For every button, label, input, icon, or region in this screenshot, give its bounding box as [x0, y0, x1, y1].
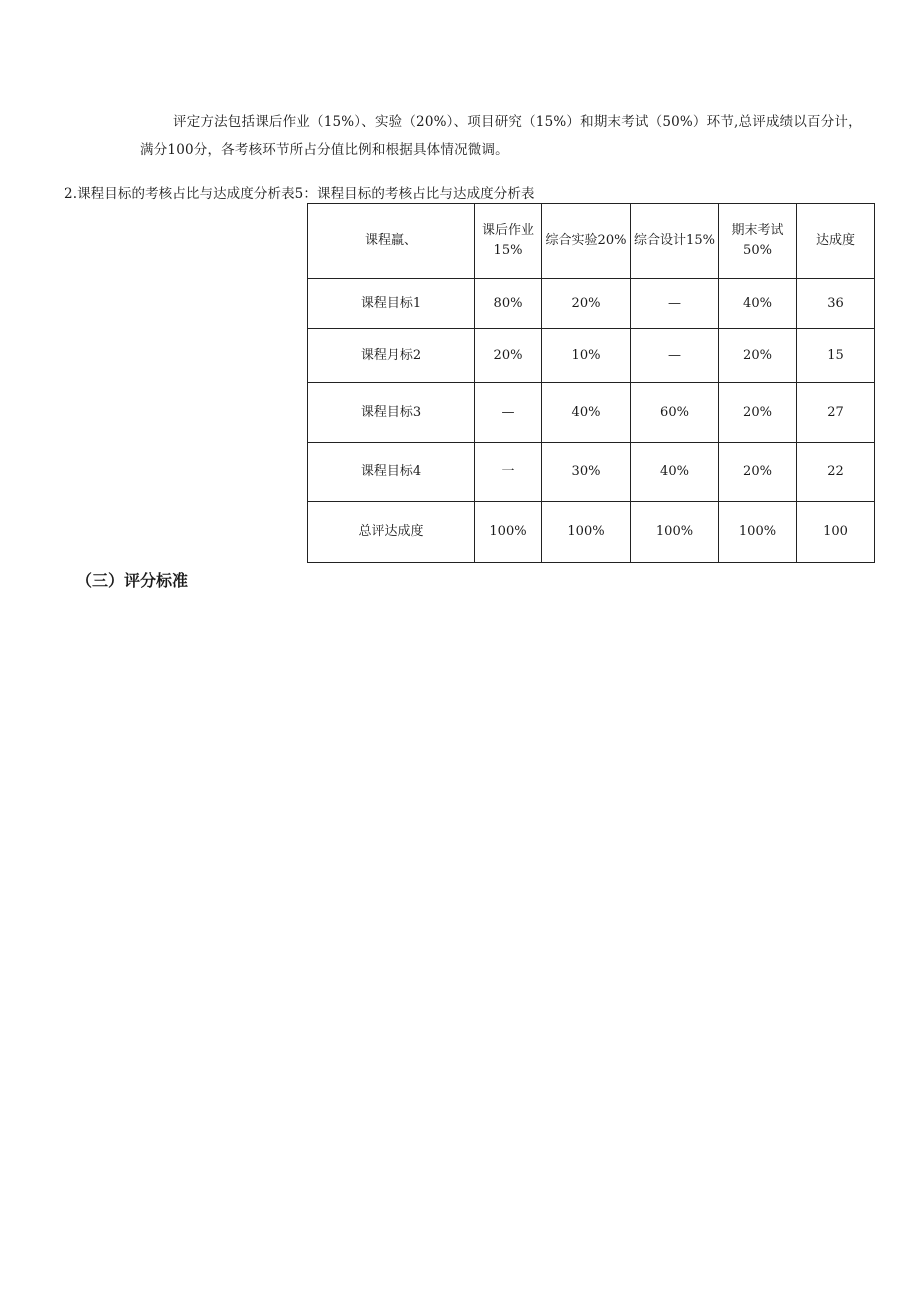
header-cell: 课程羸、 — [308, 204, 475, 279]
table-cell: 10% — [542, 329, 631, 383]
table-cell: 20% — [475, 329, 542, 383]
section-heading: （三）评分标准 — [76, 571, 189, 590]
table-cell: 15 — [797, 329, 875, 383]
table-cell: 100% — [631, 502, 719, 563]
table-cell: 100% — [475, 502, 542, 563]
table-cell: 20% — [719, 329, 797, 383]
header-cell: 课后作业 15% — [475, 204, 542, 279]
table-cell: — — [631, 329, 719, 383]
table-row — [308, 443, 875, 502]
table-row — [308, 383, 875, 443]
table-cell: — — [631, 279, 719, 329]
table-cell: 20% — [542, 279, 631, 329]
table-cell: 100 — [797, 502, 875, 563]
table-caption: 2.课程目标的考核占比与达成度分析表5：课程目标的考核占比与达成度分析表 — [64, 186, 535, 202]
header-cell: 综合设计15% — [631, 204, 719, 279]
table-cell: 课程目标3 — [308, 383, 475, 443]
table-cell: 40% — [719, 279, 797, 329]
table-cell: 20% — [719, 383, 797, 443]
table-cell: 一 — [475, 443, 542, 502]
table-cell: 20% — [719, 443, 797, 502]
table-cell: 22 — [797, 443, 875, 502]
table-cell: 总评达成度 — [308, 502, 475, 563]
table-row — [308, 279, 875, 329]
header-cell: 达成度 — [797, 204, 875, 279]
table-cell: 课程目标4 — [308, 443, 475, 502]
table-cell: 40% — [542, 383, 631, 443]
table-cell: 100% — [542, 502, 631, 563]
table-row — [308, 329, 875, 383]
table-cell: 100% — [719, 502, 797, 563]
assessment-ratio-table — [307, 203, 875, 563]
table-cell: 30% — [542, 443, 631, 502]
table-cell: 60% — [631, 383, 719, 443]
table-header-row — [308, 204, 875, 279]
table-cell: 80% — [475, 279, 542, 329]
table-row — [308, 502, 875, 563]
table-cell: 36 — [797, 279, 875, 329]
table-cell: 27 — [797, 383, 875, 443]
header-cell: 期末考试 50% — [719, 204, 797, 279]
header-cell: 综合实验20% — [542, 204, 631, 279]
assessment-method-paragraph: 评定方法包括课后作业（15%）、实验（20%）、项目研究（15%）和期末考试（50%）环节,总评成绩以百分计，满分100分，各考核环节所占分值比例和根据具体情况微调。 — [140, 114, 862, 158]
table-cell: 课程目标1 — [308, 279, 475, 329]
table-cell: 40% — [631, 443, 719, 502]
table-cell: — — [475, 383, 542, 443]
table-cell: 课程月标2 — [308, 329, 475, 383]
